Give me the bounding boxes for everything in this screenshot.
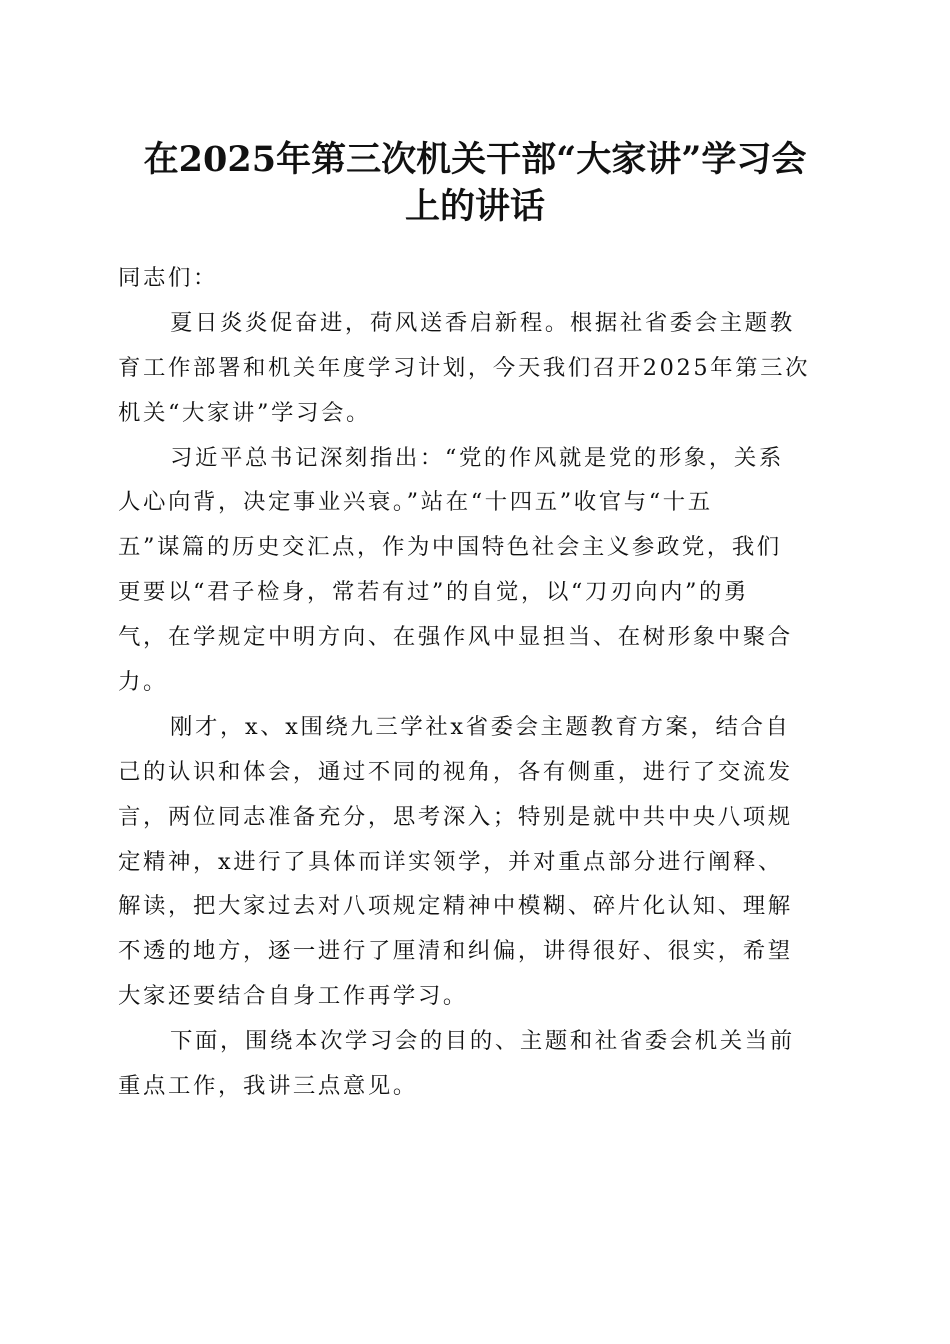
salutation: 同志们：	[118, 265, 218, 291]
paragraph-1	[118, 301, 826, 436]
paragraph-2	[118, 436, 826, 705]
paragraph-line: 五”谋篇的历史交汇点，作为中国特色社会主义参政党，我们	[118, 534, 782, 561]
paragraph-line: 气，在学规定中明方向、在强作风中显担当、在树形象中聚合	[118, 624, 793, 651]
paragraph-4	[118, 1019, 826, 1109]
paragraph-line: 重点工作，我讲三点意见。	[118, 1073, 418, 1100]
paragraph-line: 大家还要结合自身工作再学习。	[118, 983, 468, 1010]
paragraph-line: 育工作部署和机关年度学习计划，今天我们召开2025年第三次	[118, 354, 811, 381]
paragraph-line: 机关“大家讲”学习会。	[118, 399, 372, 426]
paragraph-line: 更要以“君子检身，常若有过”的自觉，以“刀刃向内”的勇	[118, 579, 749, 606]
paragraph-line: 习近平总书记深刻指出：“党的作风就是党的形象，关系	[170, 444, 784, 471]
document-title-line-1: 在2025年第三次机关干部“大家讲”学习会	[143, 139, 807, 180]
paragraph-line: 己的认识和体会，通过不同的视角，各有侧重，进行了交流发	[118, 758, 793, 785]
paragraph-line: 不透的地方，逐一进行了厘清和纠偏，讲得很好、很实，希望	[118, 938, 793, 965]
paragraph-line: 定精神，x进行了具体而详实领学，并对重点部分进行阐释、	[118, 848, 783, 875]
paragraph-line: 夏日炎炎促奋进，荷风送香启新程。根据社省委会主题教	[170, 309, 795, 336]
paragraph-line: 刚才，x、x围绕九三学社x省委会主题教育方案，结合自	[170, 713, 791, 740]
paragraph-line: 解读，把大家过去对八项规定精神中模糊、碎片化认知、理解	[118, 893, 793, 920]
paragraph-line: 力。	[118, 669, 168, 696]
document-title-line-2: 上的讲话	[404, 186, 545, 227]
paragraph-line: 人心向背，决定事业兴衰。”站在“十四五”收官与“十五	[118, 489, 713, 516]
paragraph-3	[118, 705, 826, 1019]
document-body	[118, 256, 826, 1109]
paragraph-line: 下面，围绕本次学习会的目的、主题和社省委会机关当前	[170, 1028, 795, 1055]
paragraph-line: 言，两位同志准备充分，思考深入；特别是就中共中央八项规	[118, 803, 793, 830]
